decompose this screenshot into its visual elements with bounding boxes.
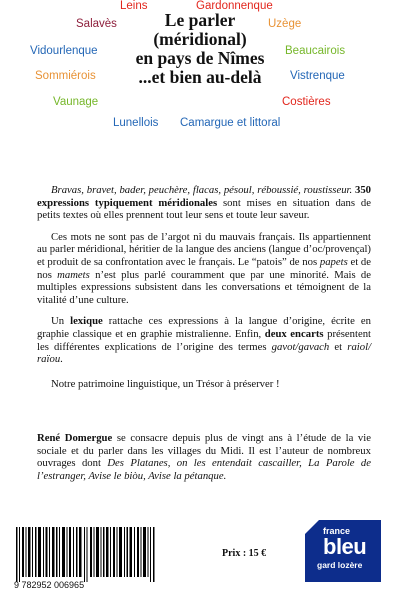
paragraph-2-text-b: et de nos bbox=[37, 255, 372, 281]
bio-text: se consacre depuis plus de vingt ans à l’étude de la vie sociale et du parler dans les villages du Midi. Il est l’auteur de nombreux ouvrages dont bbox=[37, 432, 371, 470]
logo-line-3: gard lozère bbox=[317, 560, 363, 570]
paragraph-3-text-c: présentent les différentes explications de l’origine des termes bbox=[37, 327, 372, 353]
region-leins: Leins bbox=[120, 0, 148, 12]
barcode bbox=[14, 527, 164, 582]
region-sommierois: Sommiérois bbox=[35, 70, 96, 82]
paragraph-3-text-b: rattache ces expressions à la langue d’origine, écrite en graphie classique et en graphie mistralienne. Enfin, bbox=[37, 315, 371, 340]
paragraph-3 bbox=[37, 315, 371, 365]
word-deux-encarts: deux encarts bbox=[264, 327, 324, 340]
bio-books: Des Platanes, on les entendait cascailler, La Parole de l’estranger, Avise le biòu, Avise la pétanque. bbox=[37, 457, 371, 482]
author-name: René Domergue bbox=[37, 432, 113, 444]
terms-raiol: raiol/ raïou bbox=[37, 340, 372, 366]
region-uzege: Uzège bbox=[268, 18, 302, 30]
word-papets: papets bbox=[319, 255, 348, 268]
region-vidourlenque: Vidourlenque bbox=[30, 45, 98, 57]
paragraph-2-text-c: n’est plus parlé couramment que par une minorité. Mais de multiples expressions subsistent dans les conversations et témoignent de la vitalité d’une culture. bbox=[37, 268, 371, 306]
region-beaucairois: Beaucairois bbox=[285, 45, 346, 57]
paragraph-1 bbox=[37, 184, 371, 222]
region-salaves: Salavès bbox=[76, 18, 117, 30]
region-vaunage: Vaunage bbox=[53, 96, 99, 108]
terms-gavot: gavot/gavach bbox=[271, 340, 330, 353]
book-title bbox=[0, 11, 400, 87]
author-bio bbox=[37, 432, 371, 482]
word-mamets: mamets bbox=[57, 268, 90, 281]
region-costieres: Costières bbox=[282, 96, 331, 108]
paragraph-3-end: . bbox=[60, 353, 63, 366]
paragraph-2 bbox=[37, 231, 371, 307]
paragraph-3-text-d: et bbox=[334, 340, 343, 353]
paragraph-2-text-a: Ces mots ne sont pas de l’argot ni du mauvais français. Ils appartiennent au parler méridional, héritier de la langue des anciens (langue d’oc/provençal) et produit de sa confrontation avec le français. Le “patois” de nos bbox=[37, 230, 371, 268]
word-lexique: lexique bbox=[70, 315, 103, 328]
region-gardonnenque: Gardonnenque bbox=[196, 0, 273, 12]
title-line-1: Le parler bbox=[164, 10, 236, 30]
logo-line-2: bleu bbox=[323, 534, 367, 559]
region-vistrenque: Vistrenque bbox=[290, 70, 345, 82]
paragraph-4: Notre patrimoine linguistique, un Trésor à préserver ! bbox=[51, 377, 280, 390]
title-line-4: ...et bien au-delà bbox=[138, 67, 262, 87]
description bbox=[37, 184, 371, 399]
expressions-count: 350 expressions typiquement méridionales bbox=[37, 184, 372, 209]
logo-corner-shape bbox=[305, 520, 319, 534]
region-lunellois: Lunellois bbox=[113, 117, 159, 129]
title-line-3: en pays de Nîmes bbox=[135, 48, 265, 68]
paragraph-1-text: sont mises en situation dans de petits textes où elles prennent tout leur sens et toute leur saveur. bbox=[37, 196, 371, 222]
isbn-number: 9 782952 006965 bbox=[14, 580, 85, 590]
logo-line-1: france bbox=[323, 526, 351, 536]
price: Prix : 15 € bbox=[222, 548, 267, 559]
paragraph-3-text-a: Un bbox=[51, 315, 65, 328]
expression-examples: Bravas, bravet, bader, peuchère, flacas, pésoul, réboussié, roustisseur. bbox=[51, 184, 353, 196]
title-line-2: (méridional) bbox=[153, 29, 247, 49]
france-bleu-logo bbox=[305, 520, 381, 582]
region-camargue: Camargue et littoral bbox=[180, 117, 281, 129]
